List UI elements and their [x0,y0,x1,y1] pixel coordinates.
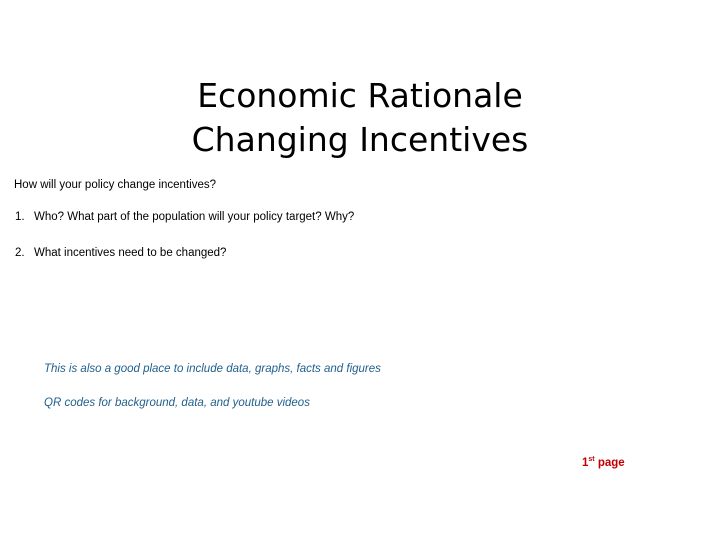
question-text: Who? What part of the population will your policy target? Why? [34,211,355,223]
slide-title [150,74,570,162]
page-label: page [594,457,625,469]
question-number: 2. [15,247,25,259]
title-line-2: Changing Incentives [191,120,529,159]
note-qr-codes: QR codes for background, data, and youtube videos [44,397,310,409]
note-data-graphs: This is also a good place to include data, graphs, facts and figures [44,363,381,375]
page-ordinal-suffix: st [588,456,595,463]
intro-question: How will your policy change incentives? [14,179,216,191]
question-item-2 [15,245,226,261]
title-line-1: Economic Rationale [197,76,523,115]
question-item-1 [15,209,354,225]
question-number: 1. [15,211,25,223]
page-number: 1 [582,457,589,469]
page-marker [582,455,625,471]
question-text: What incentives need to be changed? [34,247,227,259]
